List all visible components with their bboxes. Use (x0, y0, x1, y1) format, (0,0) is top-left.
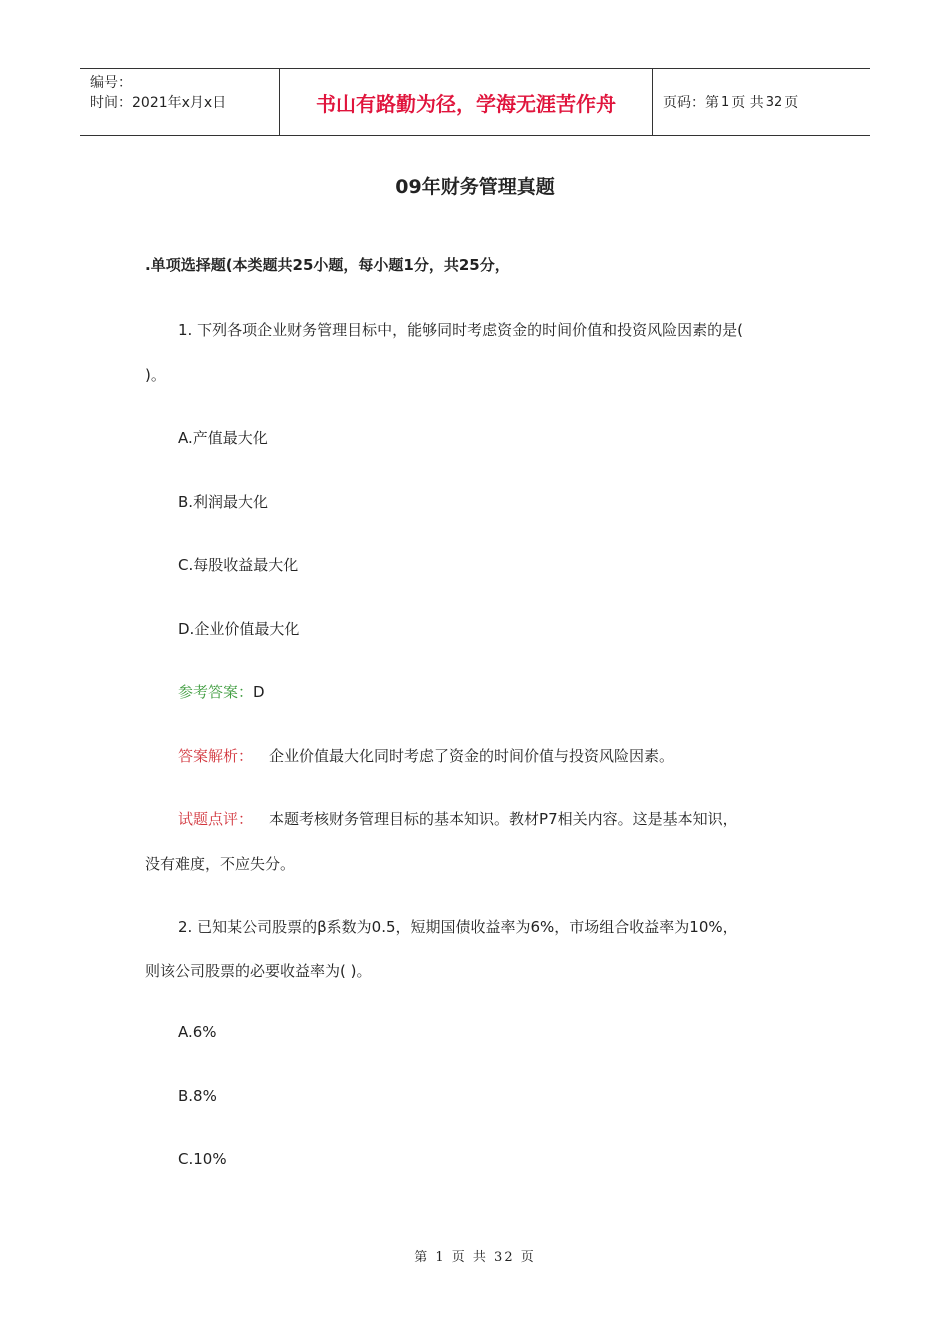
page-suffix: 页 (784, 95, 799, 111)
q1-option-b: B.利润最大化 (178, 493, 269, 511)
q1-analysis (178, 745, 674, 766)
analysis-text: 企业价值最大化同时考虑了资金的时间价值与投资风险因素。 (269, 747, 675, 765)
header-meta (80, 69, 280, 135)
comment-text: 本题考核财务管理目标的基本知识。教材P7相关内容。这是基本知识， (269, 810, 738, 828)
time-label: 时间：2021年x月x日 (90, 95, 227, 111)
analysis-label: 答案解析： (178, 747, 254, 765)
q1-comment-line2: 没有难度，不应失分。 (145, 855, 296, 873)
q1-stem-line2: )。 (145, 366, 166, 384)
page-prefix: 页码：第 (663, 95, 719, 111)
comment-label: 试题点评： (178, 810, 254, 828)
q2-option-a: A.6% (178, 1023, 217, 1041)
q2-option-c: C.10% (178, 1150, 227, 1168)
page-header (80, 68, 870, 136)
q2-stem-line2: 则该公司股票的必要收益率为( )。 (145, 962, 372, 980)
section-heading: .单项选择题(本类题共25小题，每小题1分，共25分， (145, 256, 510, 274)
q2-option-b: B.8% (178, 1087, 217, 1105)
q1-stem-line1: 1. 下列各项企业财务管理目标中，能够同时考虑资金的时间价值和投资风险因素的是( (178, 321, 743, 339)
header-motto: 书山有路勤为径，学海无涯苦作舟 (280, 69, 653, 135)
code-label: 编号： (90, 75, 132, 91)
q1-comment (178, 808, 738, 829)
answer-value: D (253, 683, 265, 701)
page-number: 1 (721, 94, 730, 110)
q1-option-a: A.产值最大化 (178, 429, 268, 447)
q1-option-c: C.每股收益最大化 (178, 556, 299, 574)
answer-label: 参考答案： (178, 683, 254, 701)
q1-answer (178, 681, 265, 702)
document-title: 09年财务管理真题 (395, 176, 555, 198)
q2-stem-line1: 2. 已知某公司股票的β系数为0.5，短期国债收益率为6%，市场组合收益率为10%， (178, 918, 738, 936)
page-mid: 页 共 (731, 95, 764, 111)
header-page-info (653, 69, 870, 135)
page-footer: 第 1 页 共 32 页 (414, 1250, 536, 1265)
page-total: 32 (765, 94, 783, 110)
q1-option-d: D.企业价值最大化 (178, 620, 300, 638)
